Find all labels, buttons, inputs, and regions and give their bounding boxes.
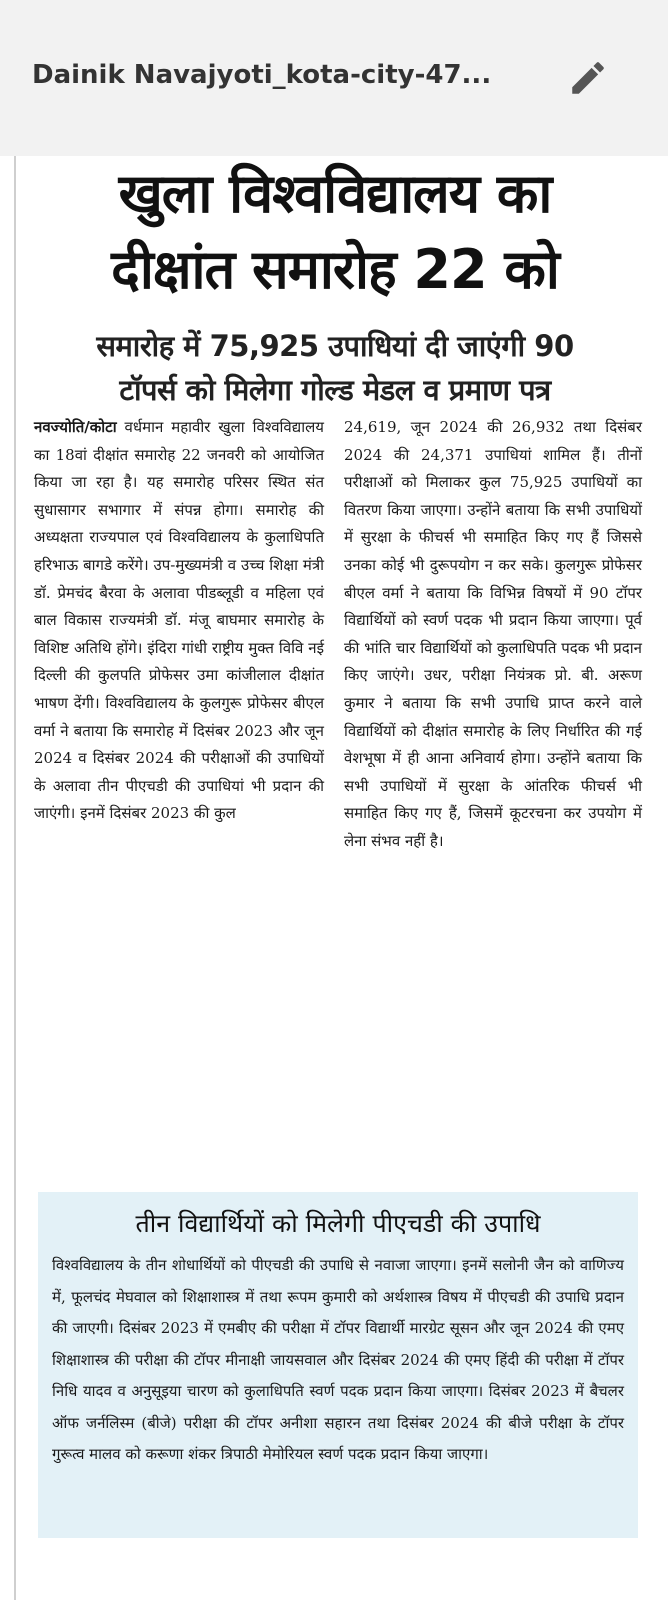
document-title: Dainik Navajyoti_kota-city-47... xyxy=(32,60,492,90)
headline-line-1: खुला विश्वविद्यालय का xyxy=(118,162,552,225)
newspaper-clipping xyxy=(0,156,668,1600)
box-title: तीन विद्यार्थियों को मिलेगी पीएचडी की उपाधि xyxy=(135,1209,541,1238)
top-bar xyxy=(0,0,668,157)
pencil-icon xyxy=(567,57,609,99)
subheadline xyxy=(40,324,630,412)
right-column-text: 24,619, जून 2024 की 26,932 तथा दिसंबर 2024 की 24,371 उपाधियां शामिल हैं। तीनों परीक्षाओं को मिलाकर कुल 75,925 उपाधियों का वितरण किया जाएगा। उन्होंने बताया कि सभी उपाधियों में सुरक्षा के फीचर्स भी समाहित किए गए हैं जिससे उनका कोई भी दुरूपयोग न कर सके। कुलगुरू प्रोफेसर बीएल वर्मा ने बताया कि विभिन्न विषयों में 90 टॉपर विद्यार्थियों को स्वर्ण पदक भी प्रदान किया जाएगा। पूर्व की भांति चार विद्यार्थियों को कुलाधिपति पदक भी प्रदान किए जाएंगे। उधर, परीक्षा नियंत्रक प्रो. बी. अरूण कुमार ने बताया कि सभी उपाधि प्राप्त करने वाले विद्यार्थियों को दीक्षांत समारोह के लिए निर्धारित की गई वेशभूषा में ही आना अनिवार्य होगा। उन्होंने बताया कि सभी उपाधियों में सुरक्षा के आंतरिक फीचर्स भी समाहित किए गए हैं, जिसमें कूटरचना कर उपयोग में लेना संभव नहीं है। xyxy=(344,418,642,850)
edit-button[interactable] xyxy=(564,54,612,102)
sidebar-box xyxy=(38,1192,638,1538)
article-column-left xyxy=(34,414,324,828)
subhead-line-2: टॉपर्स को मिलेगा गोल्ड मेडल व प्रमाण पत्र xyxy=(119,373,551,407)
box-text: विश्वविद्यालय के तीन शोधार्थियों को पीएचडी की उपाधि से नवाजा जाएगा। इनमें सलोनी जैन को वाणिज्य में, फूलचंद मेघवाल को शिक्षाशास्त्र में तथा रूपम कुमारी को अर्थशास्त्र विषय में पीएचडी की उपाधि प्रदान की जाएगी। दिसंबर 2023 में एमबीए की परीक्षा में टॉपर विद्यार्थी मारग्रेट सूसन और जून 2024 की एमए शिक्षाशास्त्र की परीक्षा की टॉपर मीनाक्षी जायसवाल और दिसंबर 2024 की एमए हिंदी की परीक्षा में टॉपर निधि यादव व अनुसूइया चारण को कुलाधिपति स्वर्ण पदक प्रदान किया जाएगा। दिसंबर 2023 में बैचलर ऑफ जर्नलिस्म (बीजे) परीक्षा की टॉपर अनीशा सहारन तथा दिसंबर 2024 की बीजे परीक्षा के टॉपर गुरूत्व मालव को करूणा शंकर त्रिपाठी मेमोरियल स्वर्ण पदक प्रदान किया जाएगा। xyxy=(52,1256,624,1463)
subhead-line-1: समारोह में 75,925 उपाधियां दी जाएंगी 90 xyxy=(96,329,574,363)
headline xyxy=(20,156,650,308)
article-column-right xyxy=(344,414,642,856)
dateline: नवज्योति/कोटा xyxy=(34,418,117,436)
left-column-text: वर्धमान महावीर खुला विश्वविद्यालय का 18वां दीक्षांत समारोह 22 जनवरी को आयोजित किया जा रहा है। यह समारोह परिसर स्थित संत सुधासागर सभागार में संपन्न होगा। समारोह की अध्यक्षता राज्यपाल एवं विश्वविद्यालय के कुलाधिपति हरिभाऊ बागडे करेंगे। उप-मुख्यमंत्री व उच्च शिक्षा मंत्री डॉ. प्रेमचंद बैरवा के अलावा पीडब्लूडी व महिला एवं बाल विकास राज्यमंत्री डॉ. मंजू बाघमार समारोह के विशिष्ट अतिथि होंगे। इंदिरा गांधी राष्ट्रीय मुक्त विवि नई दिल्ली की कुलपति प्रोफेसर उमा कांजीलाल दीक्षांत भाषण देंगी। विश्वविद्यालय के कुलगुरू प्रोफेसर बीएल वर्मा ने बताया कि समारोह में दिसंबर 2023 और जून 2024 व दिसंबर 2024 की परीक्षाओं की उपाधियों के अलावा तीन पीएचडी की उपाधियां भी प्रदान की जाएंगी। इनमें दिसंबर 2023 की कुल xyxy=(34,418,324,823)
clipping-edge xyxy=(14,156,16,1600)
headline-line-2: दीक्षांत समारोह 22 को xyxy=(111,238,559,301)
